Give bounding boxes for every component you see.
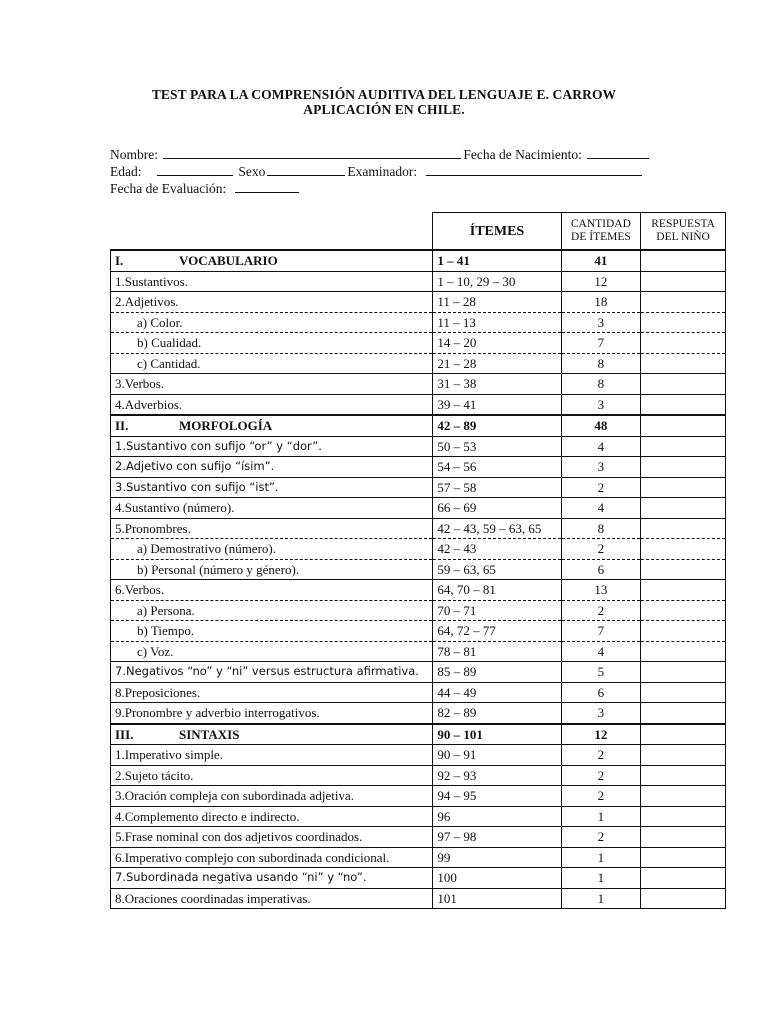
category-cell: a) Demostrativo (número). xyxy=(111,539,433,560)
items-range-cell: 82 – 89 xyxy=(433,703,561,724)
item-count-cell: 6 xyxy=(561,682,641,703)
response-cell[interactable] xyxy=(641,353,726,374)
category-cell: 9.Pronombre y adverbio interrogativos. xyxy=(111,703,433,724)
category-cell: 5.Pronombres. xyxy=(111,518,433,539)
table-row xyxy=(111,333,726,354)
category-cell: 5.Frase nominal con dos adjetivos coordinados. xyxy=(111,827,433,848)
item-count-cell: 2 xyxy=(561,600,641,621)
items-range-cell: 50 – 53 xyxy=(433,436,561,457)
response-cell[interactable] xyxy=(641,682,726,703)
response-cell[interactable] xyxy=(641,806,726,827)
item-count-cell: 2 xyxy=(561,539,641,560)
fecha-nacimiento-field[interactable] xyxy=(587,146,649,159)
table-row xyxy=(111,682,726,703)
response-cell[interactable] xyxy=(641,621,726,642)
response-cell[interactable] xyxy=(641,868,726,889)
items-range-cell: 97 – 98 xyxy=(433,827,561,848)
section-row xyxy=(111,724,726,745)
table-row xyxy=(111,498,726,519)
category-cell: 2.Sujeto tácito. xyxy=(111,765,433,786)
table-row xyxy=(111,703,726,724)
item-count-cell: 5 xyxy=(561,662,641,683)
category-cell: 1.Imperativo simple. xyxy=(111,745,433,766)
header-cantidad-line2: DE ÍTEMES xyxy=(571,231,631,243)
table-row xyxy=(111,457,726,478)
item-count-cell: 2 xyxy=(561,827,641,848)
response-cell[interactable] xyxy=(641,765,726,786)
fecha-evaluacion-field[interactable] xyxy=(235,180,299,193)
response-cell[interactable] xyxy=(641,559,726,580)
table-row xyxy=(111,292,726,313)
response-cell[interactable] xyxy=(641,477,726,498)
response-cell[interactable] xyxy=(641,333,726,354)
item-count-cell: 3 xyxy=(561,457,641,478)
response-cell[interactable] xyxy=(641,312,726,333)
category-cell: 6.Verbos. xyxy=(111,580,433,601)
response-cell[interactable] xyxy=(641,539,726,560)
form-row-nombre xyxy=(110,146,651,163)
table-row xyxy=(111,600,726,621)
category-cell: 3.Oración compleja con subordinada adjetiva. xyxy=(111,786,433,807)
section-row xyxy=(111,250,726,271)
item-count-cell: 8 xyxy=(561,518,641,539)
response-cell[interactable] xyxy=(641,394,726,415)
header-blank-cell xyxy=(111,213,433,251)
item-count-cell: 6 xyxy=(561,559,641,580)
examinador-field[interactable] xyxy=(426,163,642,176)
table-row xyxy=(111,662,726,683)
response-cell[interactable] xyxy=(641,641,726,662)
category-cell: 8.Preposiciones. xyxy=(111,682,433,703)
items-range-cell: 92 – 93 xyxy=(433,765,561,786)
category-cell: 1.Sustantivo con sufijo “or” y “dor”. xyxy=(111,436,433,457)
category-cell: 4.Sustantivo (número). xyxy=(111,498,433,519)
table-row xyxy=(111,868,726,889)
table-row xyxy=(111,847,726,868)
items-range-cell: 1 – 10, 29 – 30 xyxy=(433,271,561,292)
items-range-cell: 21 – 28 xyxy=(433,353,561,374)
section-roman: I. xyxy=(115,253,124,269)
table-row xyxy=(111,888,726,909)
item-count-cell: 4 xyxy=(561,641,641,662)
header-respuesta-line2: DEL NIÑO xyxy=(656,231,710,243)
category-cell: 4.Adverbios. xyxy=(111,394,433,415)
item-count-cell: 8 xyxy=(561,374,641,395)
items-range-cell: 39 – 41 xyxy=(433,394,561,415)
item-count-cell: 41 xyxy=(561,250,641,271)
items-range-cell: 44 – 49 xyxy=(433,682,561,703)
items-range-cell: 42 – 43, 59 – 63, 65 xyxy=(433,518,561,539)
items-range-cell: 42 – 89 xyxy=(433,415,561,436)
items-range-cell: 42 – 43 xyxy=(433,539,561,560)
item-count-cell: 3 xyxy=(561,312,641,333)
response-cell[interactable] xyxy=(641,745,726,766)
response-cell[interactable] xyxy=(641,436,726,457)
category-cell: b) Tiempo. xyxy=(111,621,433,642)
table-row xyxy=(111,827,726,848)
item-count-cell: 1 xyxy=(561,847,641,868)
category-cell: a) Persona. xyxy=(111,600,433,621)
items-range-cell: 57 – 58 xyxy=(433,477,561,498)
items-range-cell: 100 xyxy=(433,868,561,889)
category-cell: c) Cantidad. xyxy=(111,353,433,374)
section-roman: III. xyxy=(115,726,134,742)
item-count-cell: 1 xyxy=(561,888,641,909)
category-cell: 1.Sustantivos. xyxy=(111,271,433,292)
items-range-cell: 78 – 81 xyxy=(433,641,561,662)
sexo-label: Sexo xyxy=(238,164,266,179)
items-range-cell: 85 – 89 xyxy=(433,662,561,683)
table-row xyxy=(111,518,726,539)
header-respuesta xyxy=(641,213,726,251)
table-row xyxy=(111,374,726,395)
table-row xyxy=(111,477,726,498)
items-range-cell: 11 – 28 xyxy=(433,292,561,313)
response-cell[interactable] xyxy=(641,250,726,271)
header-cantidad xyxy=(561,213,641,251)
table-row xyxy=(111,641,726,662)
items-table xyxy=(110,212,726,909)
category-cell: c) Voz. xyxy=(111,641,433,662)
section-row xyxy=(111,415,726,436)
items-range-cell: 90 – 91 xyxy=(433,745,561,766)
items-range-cell: 54 – 56 xyxy=(433,457,561,478)
item-count-cell: 4 xyxy=(561,436,641,457)
table-row xyxy=(111,436,726,457)
document-title: TEST PARA LA COMPRENSIÓN AUDITIVA DEL LENGUAJE E. CARROW xyxy=(151,87,617,102)
item-count-cell: 1 xyxy=(561,868,641,889)
item-count-cell: 2 xyxy=(561,477,641,498)
table-header-row xyxy=(111,213,726,251)
category-cell: a) Color. xyxy=(111,312,433,333)
category-cell: b) Personal (número y género). xyxy=(111,559,433,580)
table-row xyxy=(111,312,726,333)
response-cell[interactable] xyxy=(641,580,726,601)
response-cell[interactable] xyxy=(641,786,726,807)
response-cell[interactable] xyxy=(641,518,726,539)
item-count-cell: 13 xyxy=(561,580,641,601)
table-row xyxy=(111,745,726,766)
response-cell[interactable] xyxy=(641,457,726,478)
fecha-evaluacion-label: Fecha de Evaluación: xyxy=(110,181,227,196)
items-range-cell: 101 xyxy=(433,888,561,909)
table-row xyxy=(111,786,726,807)
items-range-cell: 94 – 95 xyxy=(433,786,561,807)
header-cantidad-line1: CANTIDAD xyxy=(570,218,631,230)
table-row xyxy=(111,621,726,642)
table-row xyxy=(111,765,726,786)
item-count-cell: 7 xyxy=(561,621,641,642)
items-range-cell: 14 – 20 xyxy=(433,333,561,354)
form-row-fecha-evaluacion xyxy=(110,180,301,197)
section-label: VOCABULARIO xyxy=(179,253,278,269)
response-cell[interactable] xyxy=(641,703,726,724)
items-range-cell: 66 – 69 xyxy=(433,498,561,519)
document-subtitle: APLICACIÓN EN CHILE. xyxy=(303,102,465,117)
item-count-cell: 2 xyxy=(561,765,641,786)
response-cell[interactable] xyxy=(641,498,726,519)
response-cell[interactable] xyxy=(641,374,726,395)
item-count-cell: 7 xyxy=(561,333,641,354)
items-range-cell: 31 – 38 xyxy=(433,374,561,395)
section-label: SINTAXIS xyxy=(179,726,240,742)
items-range-cell: 90 – 101 xyxy=(433,724,561,745)
item-count-cell: 3 xyxy=(561,703,641,724)
category-cell: 6.Imperativo complejo con subordinada condicional. xyxy=(111,847,433,868)
table-row xyxy=(111,559,726,580)
items-range-cell: 11 – 13 xyxy=(433,312,561,333)
category-cell xyxy=(111,724,433,745)
category-cell: 7.Subordinada negativa usando “ni” y “no”. xyxy=(111,868,433,889)
nombre-field[interactable] xyxy=(163,146,461,159)
response-cell[interactable] xyxy=(641,888,726,909)
category-cell xyxy=(111,250,433,271)
edad-field[interactable] xyxy=(157,163,233,176)
form-row-edad xyxy=(110,163,644,180)
items-range-cell: 64, 72 – 77 xyxy=(433,621,561,642)
fecha-nacimiento-label: Fecha de Nacimiento: xyxy=(463,147,582,162)
edad-label: Edad: xyxy=(110,164,142,179)
item-count-cell: 8 xyxy=(561,353,641,374)
item-count-cell: 18 xyxy=(561,292,641,313)
response-cell[interactable] xyxy=(641,724,726,745)
response-cell[interactable] xyxy=(641,847,726,868)
category-cell: 8.Oraciones coordinadas imperativas. xyxy=(111,888,433,909)
category-cell: 2.Adjetivo con sufijo “ísim”. xyxy=(111,457,433,478)
items-range-cell: 1 – 41 xyxy=(433,250,561,271)
items-range-cell: 59 – 63, 65 xyxy=(433,559,561,580)
category-cell xyxy=(111,415,433,436)
header-respuesta-line1: RESPUESTA xyxy=(651,218,715,230)
sexo-field[interactable] xyxy=(267,163,345,176)
table-row xyxy=(111,580,726,601)
category-cell: 3.Verbos. xyxy=(111,374,433,395)
item-count-cell: 12 xyxy=(561,724,641,745)
response-cell[interactable] xyxy=(641,827,726,848)
item-count-cell: 48 xyxy=(561,415,641,436)
section-roman: II. xyxy=(115,418,129,434)
table-row xyxy=(111,806,726,827)
items-range-cell: 99 xyxy=(433,847,561,868)
category-cell: 4.Complemento directo e indirecto. xyxy=(111,806,433,827)
category-cell: 7.Negativos “no” y “ni” versus estructura afirmativa. xyxy=(111,662,433,683)
response-cell[interactable] xyxy=(641,415,726,436)
header-items: ÍTEMES xyxy=(433,213,561,251)
table-row xyxy=(111,539,726,560)
item-count-cell: 3 xyxy=(561,394,641,415)
table-row xyxy=(111,394,726,415)
item-count-cell: 4 xyxy=(561,498,641,519)
response-cell[interactable] xyxy=(641,292,726,313)
category-cell: b) Cualidad. xyxy=(111,333,433,354)
item-count-cell: 1 xyxy=(561,806,641,827)
item-count-cell: 2 xyxy=(561,786,641,807)
items-range-cell: 70 – 71 xyxy=(433,600,561,621)
item-count-cell: 2 xyxy=(561,745,641,766)
table-row xyxy=(111,271,726,292)
items-range-cell: 96 xyxy=(433,806,561,827)
table-row xyxy=(111,353,726,374)
category-cell: 2.Adjetivos. xyxy=(111,292,433,313)
response-cell[interactable] xyxy=(641,600,726,621)
section-label: MORFOLOGÍA xyxy=(179,418,273,434)
nombre-label: Nombre: xyxy=(110,147,158,162)
category-cell: 3.Sustantivo con sufijo “ist”. xyxy=(111,477,433,498)
response-cell[interactable] xyxy=(641,662,726,683)
response-cell[interactable] xyxy=(641,271,726,292)
items-range-cell: 64, 70 – 81 xyxy=(433,580,561,601)
item-count-cell: 12 xyxy=(561,271,641,292)
examinador-label: Examinador: xyxy=(347,164,418,179)
